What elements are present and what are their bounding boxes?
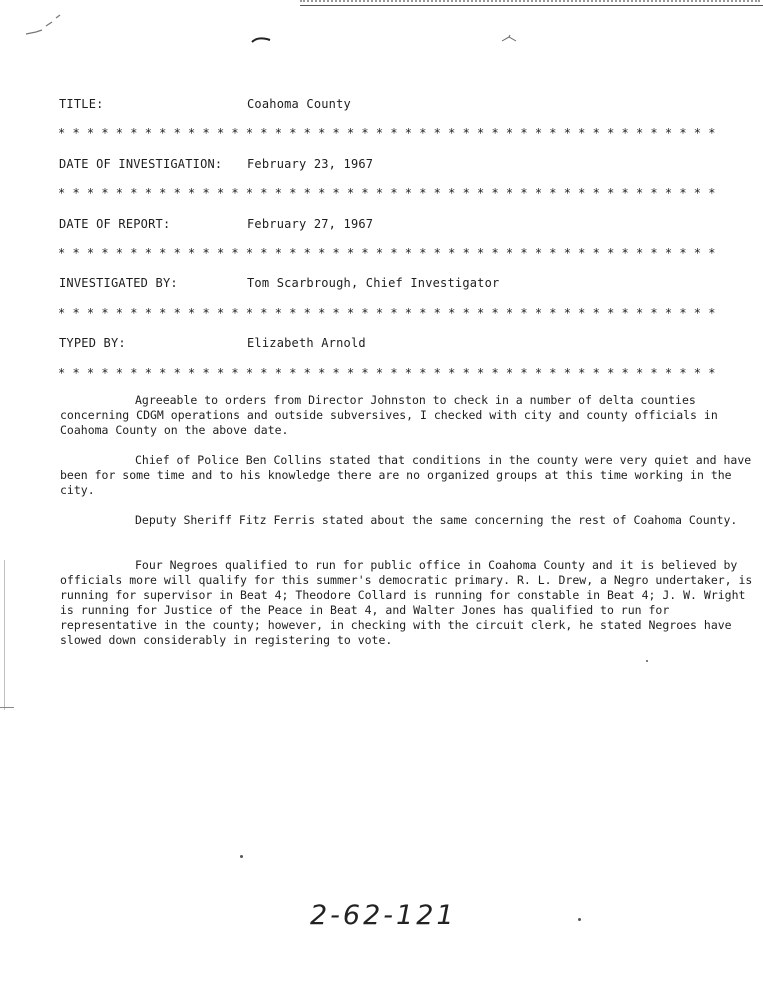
- field-label: TYPED BY:: [59, 336, 126, 350]
- handwritten-file-number: 2-62-121: [310, 900, 457, 931]
- separator-line: * * * * * * * * * * * * * * * * * * * * * * * * * * * * * * * * * * * * * * * * * * * * * *: [58, 126, 716, 140]
- pen-mark-top-right: [500, 33, 520, 45]
- separator-line: * * * * * * * * * * * * * * * * * * * * * * * * * * * * * * * * * * * * * * * * * * * * * *: [58, 306, 716, 320]
- field-label: INVESTIGATED BY:: [59, 276, 178, 290]
- field-value: Elizabeth Arnold: [247, 336, 366, 350]
- field-label: DATE OF REPORT:: [59, 217, 171, 231]
- scan-left-tick: [0, 707, 14, 708]
- separator-line: * * * * * * * * * * * * * * * * * * * * * * * * * * * * * * * * * * * * * * * * * * * * * *: [58, 186, 716, 200]
- field-value: February 27, 1967: [247, 217, 374, 231]
- pen-mark-top: [250, 34, 274, 46]
- scan-speck: [578, 918, 581, 921]
- separator-line: * * * * * * * * * * * * * * * * * * * * * * * * * * * * * * * * * * * * * * * * * * * * * *: [58, 366, 716, 380]
- field-value: Tom Scarbrough, Chief Investigator: [247, 276, 500, 290]
- field-label: TITLE:: [59, 97, 104, 111]
- separator-line: * * * * * * * * * * * * * * * * * * * * * * * * * * * * * * * * * * * * * * * * * * * * * *: [58, 246, 716, 260]
- scan-speck: [646, 660, 648, 662]
- scan-edge-rule: [300, 5, 763, 6]
- field-value: Coahoma County: [247, 97, 351, 111]
- scan-speck: [240, 855, 243, 858]
- paragraph-orders: Agreeable to orders from Director Johnston to check in a number of delta counties concerning CDGM operations and outside subversives, I checked with city and county officials in Coahoma County on the above date.: [60, 393, 718, 437]
- field-value: February 23, 1967: [247, 157, 374, 171]
- paragraph-police-chief: Chief of Police Ben Collins stated that conditions in the county were very quiet and have been for some time and to his knowledge there are no organized groups at this time working in the city.: [60, 453, 752, 497]
- field-label: DATE OF INVESTIGATION:: [59, 157, 223, 171]
- corner-scribble: [22, 12, 72, 42]
- paragraph-deputy-sheriff: Deputy Sheriff Fitz Ferris stated about the same concerning the rest of Coahoma County.: [135, 513, 738, 527]
- paragraph-candidates: Four Negroes qualified to run for public office in Coahoma County and it is believed by officials more will qualify for this summer's democratic primary. R. L. Drew, a Negro undertaker, is running for supervisor in Beat 4; Theodore Collard is running for constable in Beat 4; J. W. Wright is running for Justice of the Peace in Beat 4, and Walter Jones has qualified to run for representative in the county; however, in checking with the circuit clerk, he stated Negroes have slowed down considerably in registering to vote.: [60, 558, 753, 647]
- scan-left-edge: [4, 560, 5, 710]
